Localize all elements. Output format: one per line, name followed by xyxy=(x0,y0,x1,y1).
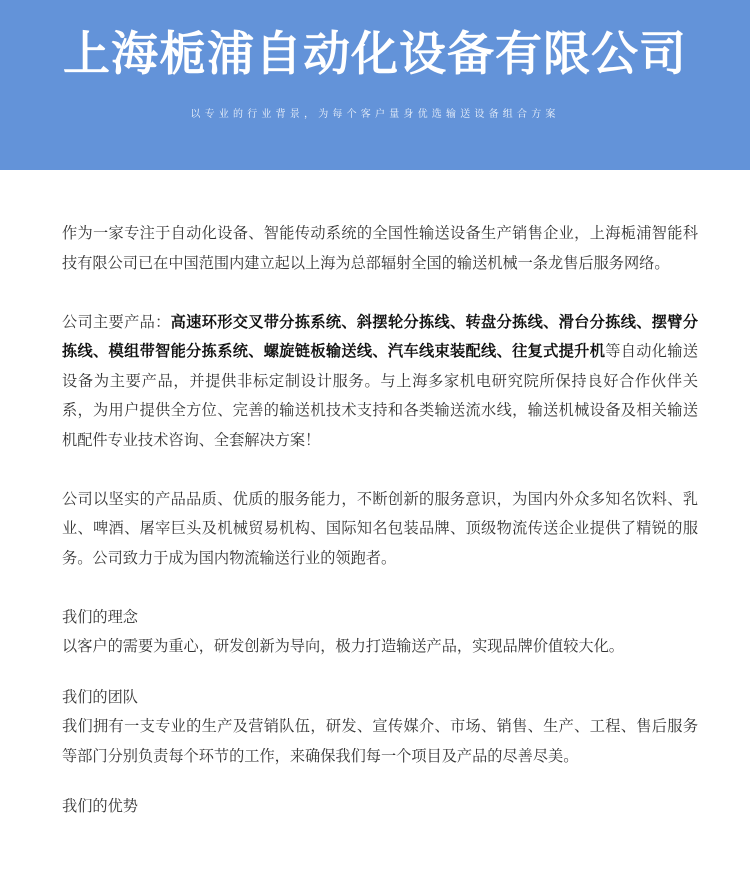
team-text: 我们拥有一支专业的生产及营销队伍，研发、宣传媒介、市场、销售、生产、工程、售后服务等部门分别负责每个环节的工作，来确保我们每一个项目及产品的尽善尽美。 xyxy=(62,717,698,765)
advantage-section xyxy=(62,792,698,822)
philosophy-text: 以客户的需要为重心，研发创新为导向，极力打造输送产品，实现品牌价值较大化。 xyxy=(62,637,624,655)
advantage-heading: 我们的优势 xyxy=(62,797,138,815)
article-body xyxy=(62,219,698,851)
quality-paragraph: 公司以坚实的产品品质、优质的服务能力，不断创新的服务意识，为国内外众多知名饮料、乳业、啤酒、屠宰巨头及机械贸易机构、国际知名包装品牌、顶级物流传送企业提供了精锐的服务。公司致力于成为国内物流输送行业的领跑者。 xyxy=(62,489,698,567)
team-section xyxy=(62,683,698,772)
header-banner xyxy=(0,0,750,170)
products-lead: 公司主要产品： xyxy=(62,312,171,331)
products-paragraph xyxy=(62,308,698,456)
products-description: 等自动化输送设备为主要产品，并提供非标定制设计服务。与上海多家机电研究院所保持良好合作伙伴关系，为用户提供全方位、完善的输送机技术支持和各类输送流水线，输送机械设备及相关输送机配件专业技术咨询、全套解决方案！ xyxy=(62,342,699,449)
products-list: 高速环形交叉带分拣系统、斜摆轮分拣线、转盘分拣线、滑台分拣线、摆臂分拣线、模组带智能分拣系统、螺旋链板输送线、汽车线束装配线、往复式提升机 xyxy=(62,312,699,360)
philosophy-heading: 我们的理念 xyxy=(62,607,138,626)
company-title: 上海栀浦自动化设备有限公司 xyxy=(63,27,687,82)
team-heading: 我们的团队 xyxy=(62,687,138,706)
intro-paragraph: 作为一家专注于自动化设备、智能传动系统的全国性输送设备生产销售企业，上海栀浦智能科技有限公司已在中国范围内建立起以上海为总部辐射全国的输送机械一条龙售后服务网络。 xyxy=(62,224,698,272)
philosophy-section xyxy=(62,603,698,662)
company-slogan: 以专业的行业背景，为每个客户量身优选输送设备组合方案 xyxy=(190,109,560,120)
